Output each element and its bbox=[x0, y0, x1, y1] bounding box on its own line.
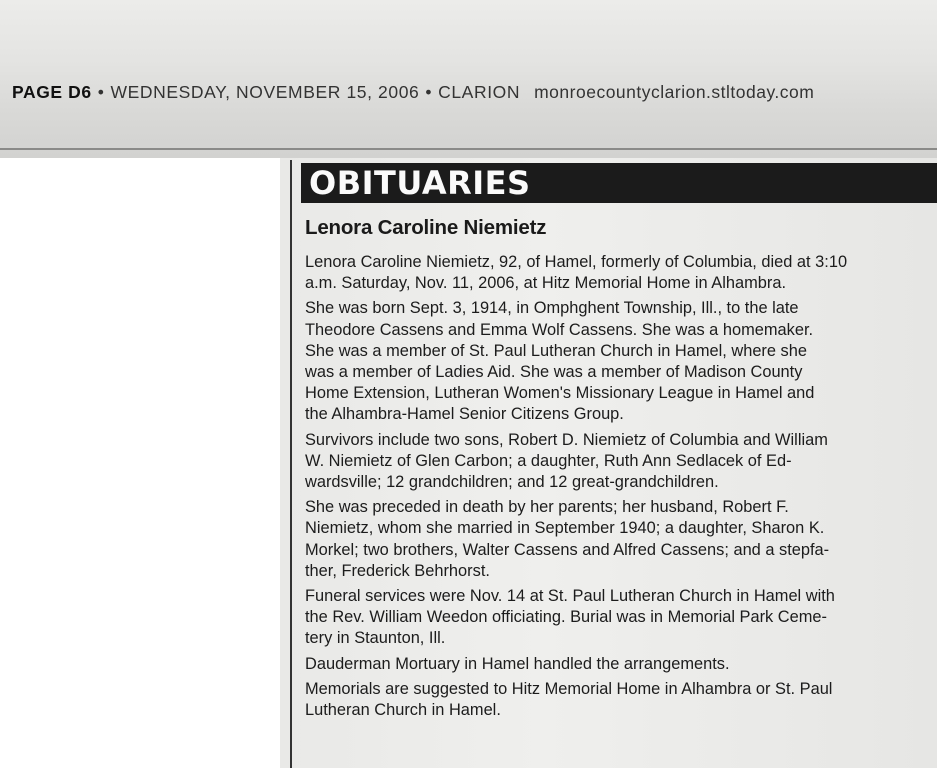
issue-date: WEDNESDAY, NOVEMBER 15, 2006 bbox=[110, 82, 420, 102]
paragraph-line: the Alhambra-Hamel Senior Citizens Group. bbox=[305, 405, 624, 424]
paragraph-line: Dauderman Mortuary in Hamel handled the arrangements. bbox=[305, 654, 730, 673]
page-number: PAGE D6 bbox=[12, 82, 92, 102]
paragraph-line: ther, Frederick Behrhorst. bbox=[305, 561, 490, 580]
paragraph-line: She was born Sept. 3, 1914, in Omphghent Township, Ill., to the late bbox=[305, 299, 799, 318]
website: monroecountyclarion.stltoday.com bbox=[534, 82, 815, 102]
paragraph-line: was a member of Ladies Aid. She was a member of Madison County bbox=[305, 363, 803, 382]
section-banner bbox=[301, 163, 937, 203]
obituary-paragraph bbox=[305, 430, 885, 494]
header-rule bbox=[0, 148, 937, 150]
page-header-line bbox=[12, 82, 927, 103]
obituary-name: Lenora Caroline Niemietz bbox=[305, 216, 547, 239]
paragraph-line: She was preceded in death by her parents; her husband, Robert F. bbox=[305, 498, 789, 517]
paragraph-line: Memorials are suggested to Hitz Memorial Home in Alhambra or St. Paul bbox=[305, 679, 833, 698]
paragraph-line: Morkel; two brothers, Walter Cassens and Alfred Cassens; and a stepfa- bbox=[305, 540, 830, 559]
newspaper-name: CLARION bbox=[438, 82, 521, 102]
paragraph-line: wardsville; 12 grandchildren; and 12 great-grandchildren. bbox=[305, 473, 719, 492]
obituary-body bbox=[305, 252, 885, 725]
paragraph-line: Funeral services were Nov. 14 at St. Paul Lutheran Church in Hamel with bbox=[305, 587, 835, 606]
paragraph-line: tery in Staunton, Ill. bbox=[305, 629, 446, 648]
newspaper-header bbox=[0, 0, 937, 158]
paragraph-line: the Rev. William Weedon officiating. Burial was in Memorial Park Ceme- bbox=[305, 608, 827, 627]
obituary-paragraph bbox=[305, 679, 885, 721]
section-title: OBITUARIES bbox=[309, 164, 531, 202]
paragraph-line: W. Niemietz of Glen Carbon; a daughter, Ruth Ann Sedlacek of Ed- bbox=[305, 451, 792, 470]
obituary-paragraph bbox=[305, 654, 885, 675]
paragraph-line: Theodore Cassens and Emma Wolf Cassens. She was a homemaker. bbox=[305, 320, 814, 339]
obituary-paragraph bbox=[305, 252, 885, 294]
obituary-paragraph bbox=[305, 497, 885, 582]
obituary-paragraph bbox=[305, 586, 885, 650]
separator: • bbox=[97, 82, 105, 102]
paragraph-line: Niemietz, whom she married in September 1940; a daughter, Sharon K. bbox=[305, 519, 825, 538]
column-rule bbox=[290, 160, 292, 768]
paragraph-line: She was a member of St. Paul Lutheran Church in Hamel, where she bbox=[305, 341, 807, 360]
paragraph-line: Home Extension, Lutheran Women's Missionary League in Hamel and bbox=[305, 384, 815, 403]
paragraph-line: a.m. Saturday, Nov. 11, 2006, at Hitz Memorial Home in Alhambra. bbox=[305, 274, 786, 293]
separator: • bbox=[425, 82, 433, 102]
paragraph-line: Survivors include two sons, Robert D. Niemietz of Columbia and William bbox=[305, 430, 828, 449]
obituary-paragraph bbox=[305, 298, 885, 425]
paragraph-line: Lutheran Church in Hamel. bbox=[305, 701, 501, 720]
paragraph-line: Lenora Caroline Niemietz, 92, of Hamel, formerly of Columbia, died at 3:10 bbox=[305, 253, 848, 271]
